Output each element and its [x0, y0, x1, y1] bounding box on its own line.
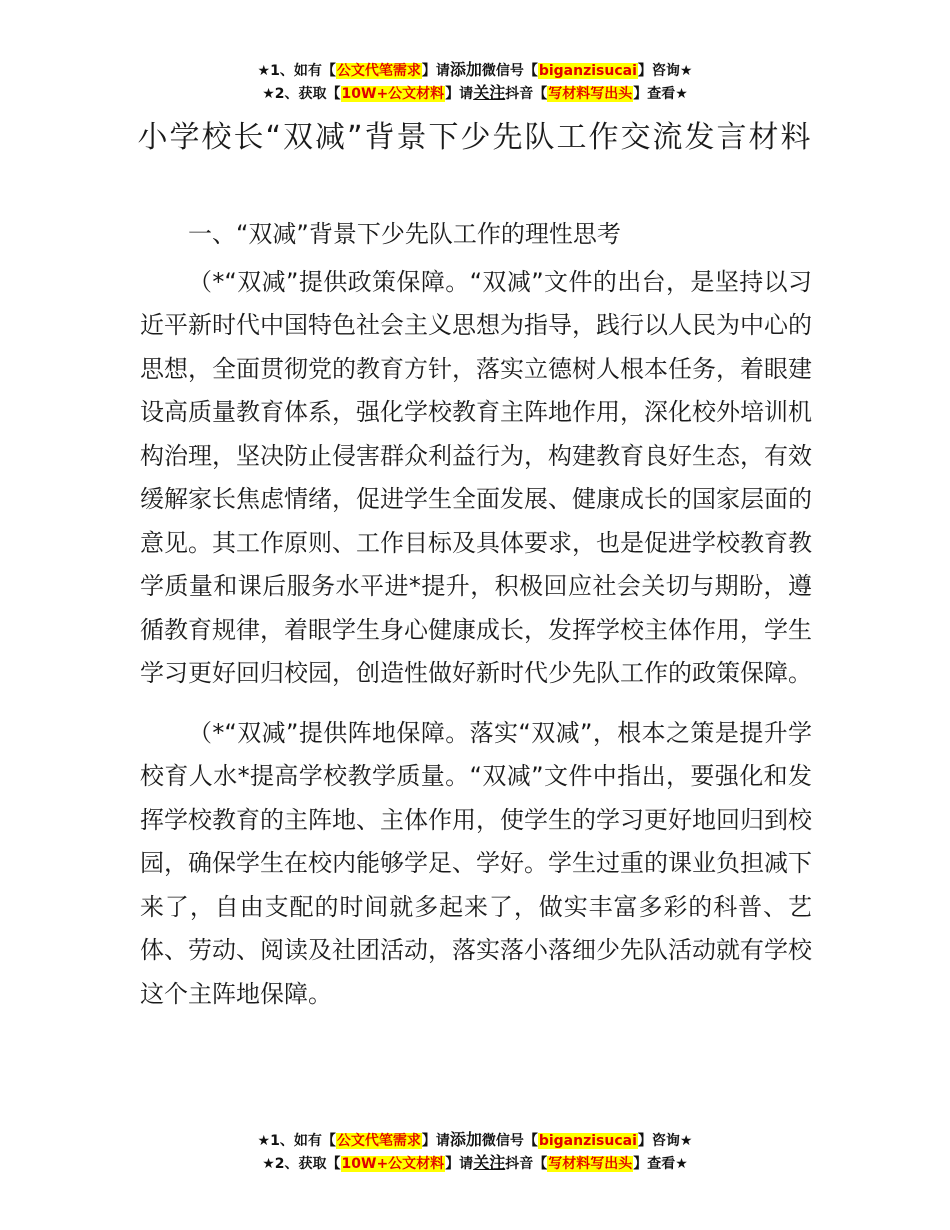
footer-emphasis-follow: 关注	[473, 1153, 506, 1172]
banner-line-2	[0, 82, 950, 105]
banner-line-1	[0, 59, 950, 82]
footer-line-1-mid2: 微信号【	[481, 1133, 538, 1149]
banner-line-2-suffix: 】查看★	[633, 86, 688, 102]
banner-highlight-douyin-account: 写材料写出头	[548, 86, 633, 102]
footer-line-2-mid2: 抖音【	[505, 1156, 548, 1172]
footer-line-1-mid: 】请	[421, 1133, 450, 1149]
banner-highlight-wechat-id: biganzisucai	[538, 63, 637, 79]
footer-banner	[0, 1129, 950, 1175]
footer-highlight-douyin-account: 写材料写出头	[548, 1156, 633, 1172]
document-body	[140, 213, 812, 1032]
header-banner	[0, 59, 950, 105]
banner-line-1-mid: 】请	[421, 63, 450, 79]
banner-emphasis-follow: 关注	[473, 83, 506, 102]
body-paragraph-1: （*“双减”提供政策保障。“双减”文件的出台，是坚持以习近平新时代中国特色社会主义思想为指导，践行以人民为中心的思想，全面贯彻党的教育方针，落实立德树人根本任务，着眼建设高质量教育体系，强化学校教育主阵地作用，深化校外培训机构治理，坚决防止侵害群众利益行为，构建教育良好生态，有效缓解家长焦虑情绪，促进学生全面发展、健康成长的国家层面的意见。其工作原则、工作目标及具体要求，也是促进学校教育教学质量和课后服务水平进*提升，积极回应社会关切与期盼，遵循教育规律，着眼学生身心健康成长，发挥学校主体作用，学生学习更好回归校园，创造性做好新时代少先队工作的政策保障。	[140, 267, 812, 687]
footer-line-2-prefix: ★2、获取【	[262, 1156, 341, 1172]
section-heading-1: 一、“双减”背景下少先队工作的理性思考	[188, 220, 621, 248]
banner-line-1-mid2: 微信号【	[481, 63, 538, 79]
banner-line-2-mid2: 抖音【	[505, 86, 548, 102]
document-title: 小学校长“双减”背景下少先队工作交流发言材料	[137, 120, 813, 155]
footer-line-1-prefix: ★1、如有【	[257, 1133, 336, 1149]
footer-line-1-suffix: 】咨询★	[637, 1133, 693, 1149]
banner-highlight-materials: 10W+公文材料	[341, 86, 445, 102]
footer-highlight-service: 公文代笔需求	[336, 1133, 421, 1149]
body-paragraph-2: （*“双减”提供阵地保障。落实“双减”，根本之策是提升学校育人水*提高学校教学质量。“双减”文件中指出，要强化和发挥学校教育的主阵地、主体作用，使学生的学习更好地回归到校园，确保学生在校内能够学足、学好。学生过重的课业负担减下来了，自由支配的时间就多起来了，做实丰富多彩的科普、艺体、劳动、阅读及社团活动，落实落小落细少先队活动就有学校这个主阵地保障。	[140, 718, 812, 1008]
footer-highlight-wechat-id: biganzisucai	[538, 1133, 637, 1149]
footer-emphasis-add: 添加	[449, 1130, 482, 1149]
footer-highlight-materials: 10W+公文材料	[341, 1156, 445, 1172]
footer-line-2-mid: 】请	[445, 1156, 474, 1172]
footer-banner-line-1	[0, 1129, 950, 1152]
banner-emphasis-add: 添加	[449, 60, 482, 79]
banner-highlight-service: 公文代笔需求	[336, 63, 421, 79]
banner-line-1-prefix: ★1、如有【	[257, 63, 336, 79]
banner-line-2-prefix: ★2、获取【	[262, 86, 341, 102]
footer-banner-line-2	[0, 1152, 950, 1175]
footer-line-2-suffix: 】查看★	[633, 1156, 688, 1172]
banner-line-2-mid: 】请	[445, 86, 474, 102]
banner-line-1-suffix: 】咨询★	[637, 63, 693, 79]
